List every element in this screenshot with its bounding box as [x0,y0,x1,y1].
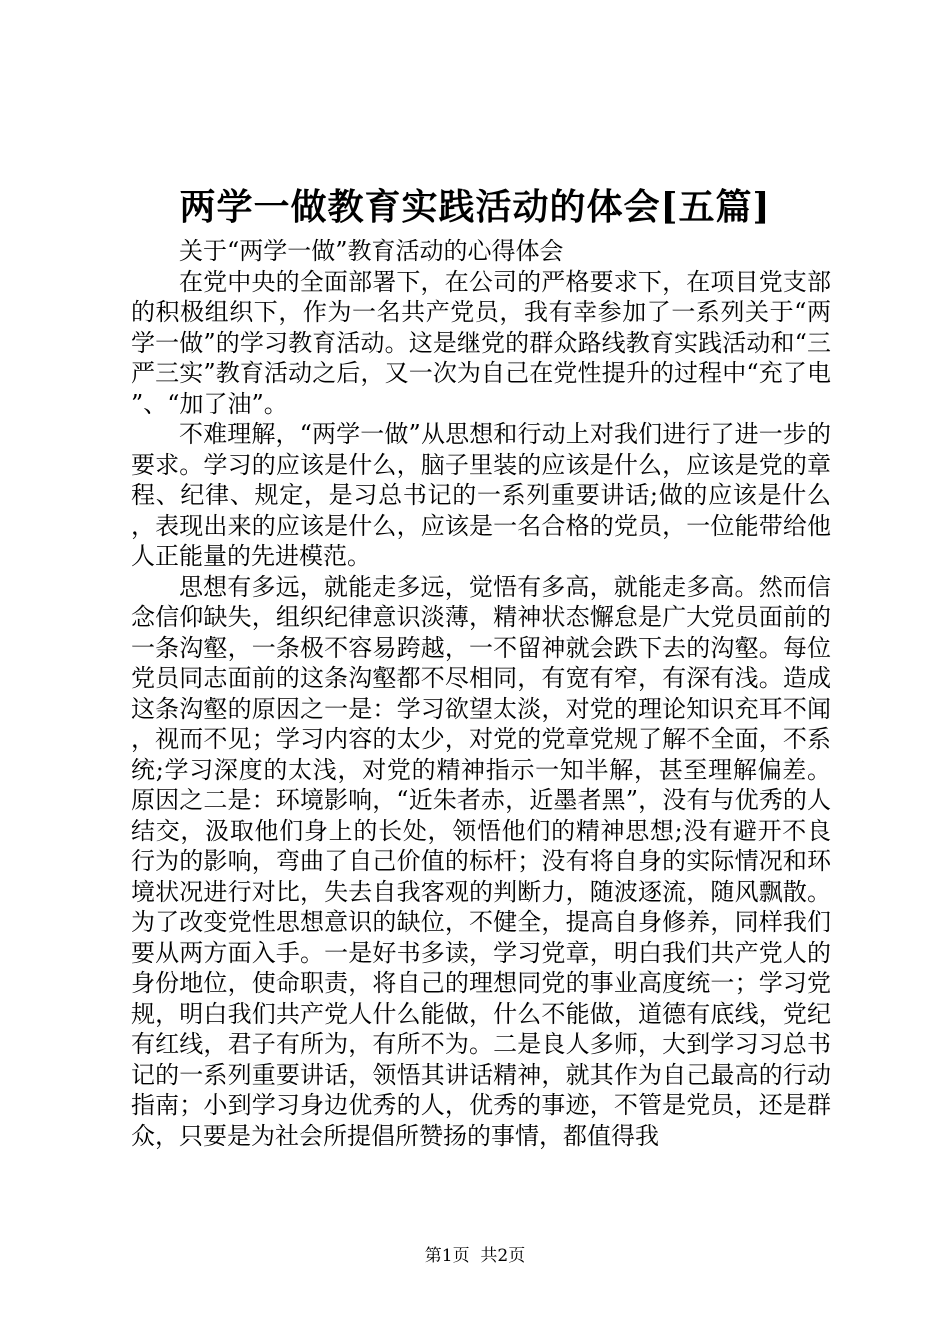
body-paragraph: 在党中央的全面部署下，在公司的严格要求下，在项目党支部的积极组织下，作为一名共产党员，我有幸参加了一系列关于“两学一做”的学习教育活动。这是继党的群众路线教育实践活动和“三严三实”教育活动之后，又一次为自己在党性提升的过程中“充了电”、“加了油”。 [131,267,831,418]
body-paragraph: 不难理解，“两学一做”从思想和行动上对我们进行了进一步的要求。学习的应该是什么，脑子里装的应该是什么，应该是党的章程、纪律、规定，是习总书记的一系列重要讲话;做的应该是什么，表现出来的应该是什么，应该是一名合格的党员，一位能带给他人正能量的先进模范。 [131,420,831,570]
subtitle-paragraph: 关于“两学一做”教育活动的心得体会 [179,237,564,265]
document-body [131,236,831,1151]
body-paragraph: 思想有多远，就能走多远，觉悟有多高，就能走多高。然而信念信仰缺失，组织纪律意识淡薄，精神状态懈怠是广大党员面前的一条沟壑，一条极不容易跨越，一不留神就会跌下去的沟壑。每位党员同志面前的这条沟壑都不尽相同，有宽有窄，有深有浅。造成这条沟壑的原因之一是：学习欲望太淡，对党的理论知识充耳不闻，视而不见；学习内容的太少，对党的党章党规了解不全面，不系统;学习深度的太浅，对党的精神指示一知半解，甚至理解偏差。原因之二是：环境影响，“近朱者赤，近墨者黑”，没有与优秀的人结交，汲取他们身上的长处，领悟他们的精神思想;没有避开不良行为的影响，弯曲了自己价值的标杆；没有将自身的实际情况和环境状况进行对比，失去自我客观的判断力，随波逐流，随风飘散。为了改变党性思想意识的缺位，不健全，提高自身修养，同样我们要从两方面入手。一是好书多读，学习党章，明白我们共产党人的身份地位，使命职责，将自己的理想同党的事业高度统一；学习党规，明白我们共产党人什么能做，什么不能做，道德有底线，党纪有红线，君子有所为，有所不为。二是良人多师，大到学习习总书记的一系列重要讲话，领悟其讲话精神，就其作为自己最高的行动指南；小到学习身边优秀的人，优秀的事迹，不管是党员，还是群众，只要是为社会所提倡所赞扬的事情，都值得我 [131,572,831,1150]
page-number-footer: 第1页 共2页 [424,1246,526,1266]
document-title: 两学一做教育实践活动的体会[五篇] [179,186,771,228]
